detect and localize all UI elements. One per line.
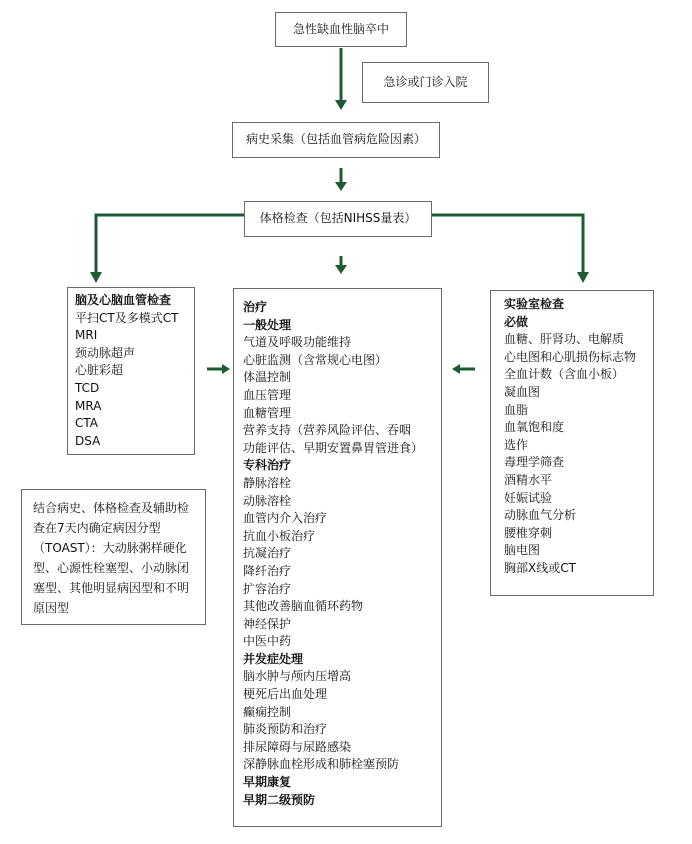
lab-required-title: 必做 (504, 314, 529, 329)
treatment-special-item: 抗凝治疗 (243, 546, 292, 561)
arrowhead-lab-left (452, 364, 460, 374)
treatment-general-item: 功能评估、早期安置鼻胃管进食） (243, 440, 424, 455)
treatment-complication-item: 梗死后出血处理 (243, 687, 328, 702)
lab-required-item: 心电图和心肌损伤标志物 (504, 349, 637, 364)
node-start-label: 急性缺血性脑卒中 (292, 21, 389, 36)
connector-exam-to-lab (432, 215, 583, 272)
treatment-general-item: 营养支持（营养风险评估、吞咽 (243, 423, 412, 438)
imaging-box (67, 287, 195, 455)
imaging-item: 心脏彩超 (75, 363, 124, 378)
treatment-complication-item: 深静脉血栓形成和肺栓塞预防 (243, 757, 400, 772)
treatment-special-item: 扩容治疗 (243, 581, 292, 596)
treatment-special-item: 神经保护 (243, 616, 292, 631)
treatment-general-item: 心脏监测（含常规心电图） (243, 352, 388, 367)
node-exam (244, 201, 432, 237)
arrowhead-lab (577, 272, 589, 283)
treatment-general-item: 体温控制 (243, 370, 292, 385)
imaging-item: DSA (75, 433, 101, 448)
treatment-special-item: 抗血小板治疗 (243, 528, 316, 543)
imaging-title: 脑及心脑血管检查 (75, 293, 172, 307)
arrowhead-imaging (90, 272, 102, 283)
treatment-general-item: 血压管理 (243, 387, 292, 402)
lab-optional-item: 动脉血气分析 (504, 508, 577, 523)
treatment-complication-item: 肺炎预防和治疗 (243, 722, 328, 737)
lab-optional-item: 毒理学筛查 (504, 455, 565, 470)
treatment-general-item: 气道及呼吸功能维持 (243, 335, 352, 350)
node-exam-label: 体格检查（包括NIHSS量表） (259, 211, 417, 226)
lab-optional-item: 妊娠试验 (504, 490, 553, 505)
imaging-item: TCD (75, 380, 100, 395)
node-start (275, 12, 407, 47)
treatment-special-title: 专科治疗 (243, 458, 292, 473)
imaging-item: MRI (75, 328, 98, 343)
imaging-item: 颈动脉超声 (75, 345, 136, 360)
treatment-special-item: 血管内介入治疗 (243, 511, 328, 526)
arrowhead-imaging-right (222, 364, 230, 374)
imaging-item: CTA (75, 416, 98, 431)
lab-optional-item: 血脂 (504, 402, 529, 417)
arrowhead-exam (335, 182, 347, 191)
treatment-box (233, 288, 442, 827)
node-admission (362, 62, 489, 103)
lab-optional-item: 选作 (504, 437, 529, 452)
treatment-general-title: 一般处理 (243, 317, 292, 332)
node-admission-label: 急诊或门诊入院 (383, 74, 468, 89)
lab-optional-item: 凝血图 (504, 384, 541, 399)
treatment-special-item: 其他改善脑血循环药物 (243, 599, 364, 614)
treatment-complication-item: 排尿障碍与尿路感染 (243, 739, 352, 754)
treatment-special-item: 降纤治疗 (243, 563, 292, 578)
treatment-general-item: 血糖管理 (243, 405, 292, 420)
node-history (232, 122, 440, 158)
treatment-title: 治疗 (243, 300, 268, 314)
lab-optional-item: 脑电图 (504, 543, 541, 558)
imaging-item: MRA (75, 398, 102, 413)
treatment-complication-title: 并发症处理 (243, 651, 304, 666)
lab-optional-item: 血氧饱和度 (504, 420, 565, 435)
treatment-prevention-title: 早期二级预防 (243, 792, 316, 807)
lab-title: 实验室检查 (504, 297, 565, 311)
lab-optional-item: 腰椎穿刺 (504, 525, 553, 540)
treatment-complication-item: 脑水肿与颅内压增高 (243, 669, 352, 684)
lab-optional-item: 酒精水平 (504, 472, 553, 487)
treatment-special-item: 动脉溶栓 (243, 493, 292, 508)
lab-required-item: 全血计数（含血小板） (504, 367, 625, 382)
node-history-label: 病史采集（包括血管病危险因素） (245, 132, 426, 147)
classification-box (21, 489, 206, 625)
connector-exam-to-imaging (96, 215, 244, 272)
classification-text: 结合病史、体格检查及辅助检查在7天内确定病因分型（TOAST）：大动脉粥样硬化型、心源性栓塞型、小动脉闭塞型、其他明显病因型和不明原因型 (33, 501, 190, 615)
lab-optional-item: 胸部X线或CT (504, 560, 576, 575)
treatment-special-item: 静脉溶栓 (243, 475, 292, 490)
imaging-item: 平扫CT及多模式CT (75, 310, 179, 325)
treatment-rehab-title: 早期康复 (243, 775, 292, 790)
arrowhead-history (335, 100, 347, 110)
arrowhead-treatment (335, 265, 347, 274)
treatment-special-item: 中医中药 (243, 634, 292, 649)
treatment-complication-item: 癫痫控制 (243, 704, 292, 719)
lab-required-item: 血糖、肝肾功、电解质 (504, 332, 625, 347)
lab-box (490, 290, 654, 596)
